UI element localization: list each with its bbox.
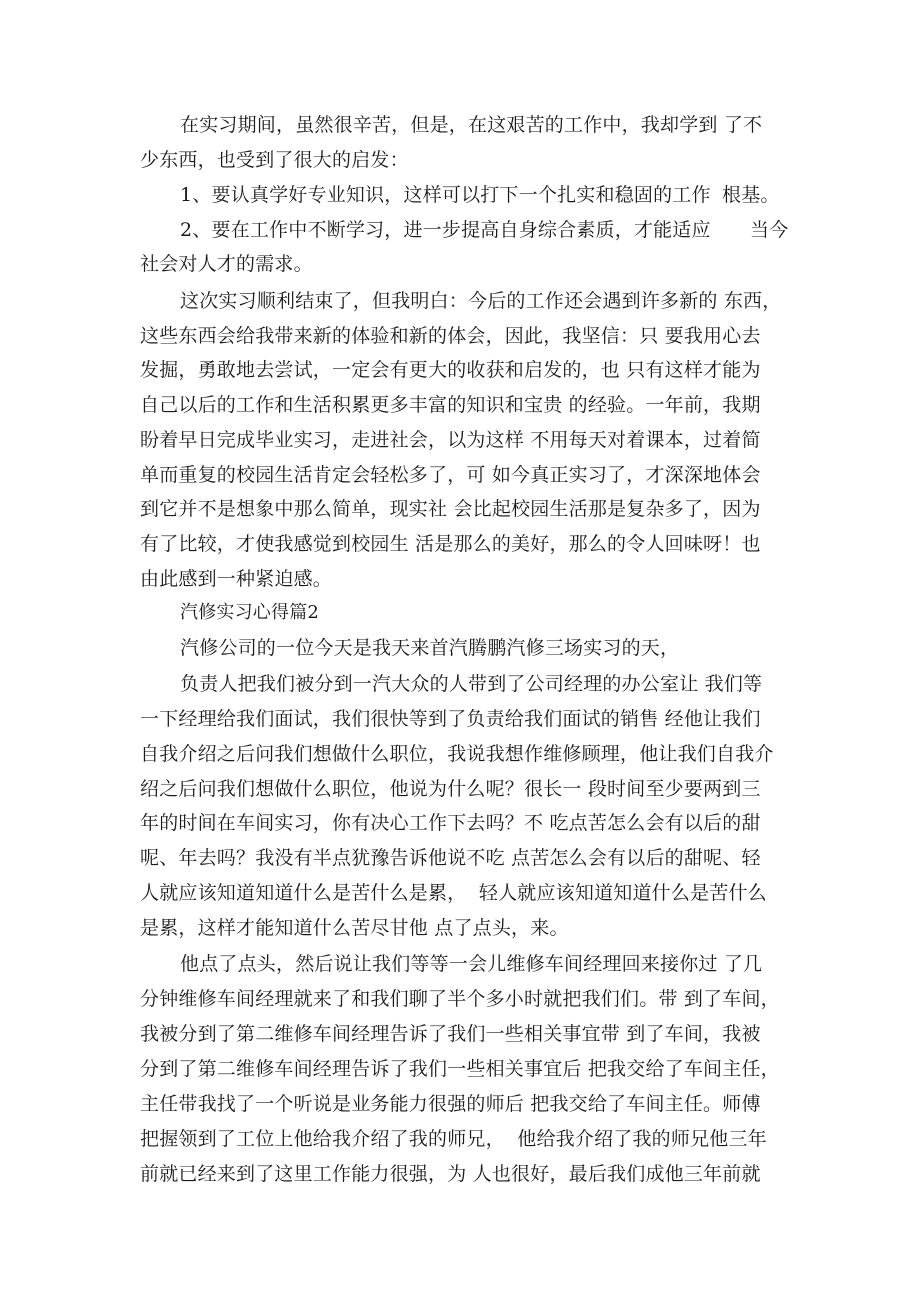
paragraph-line [0,667,920,701]
heading-text: 汽修实习心得篇2 [180,602,320,623]
text-run: 绍之后问我们想做什么职位，他说为什么呢？很长一 段时间至少要两到三 [140,778,761,800]
text-run: 根基。 [722,184,780,206]
paragraph-line [0,492,920,526]
list-item [0,213,920,247]
list-item [0,178,920,212]
paragraph-line [0,143,920,177]
text-run: 有了比较，才使我感觉到校园生 活是那么的美好，那么的令人回味呀！也 [140,533,761,555]
text-run: 在实习期间，虽然很辛苦，但是，在这艰苦的工作中，我却学到 了不 [180,114,763,136]
text-run: 主任带我找了一个听说是业务能力很强的师后 把我交给了车间主任。师傅 [140,1093,761,1115]
text-run: 我被分到了第二维修车间经理告诉了我们一些相关事宜带 到了车间，我被 [140,1023,761,1045]
paragraph-line [0,1087,920,1121]
paragraph-line [0,1017,920,1051]
paragraph-line [0,702,920,736]
text-run: 社会对人才的需求。 [140,253,313,275]
text-run: 少东西，也受到了很大的启发： [140,149,409,171]
paragraph-line [0,737,920,771]
text-run: 一下经理给我们面试，我们很快等到了负责给我们面试的销售 经他让我们 [140,708,761,730]
text-run: 自己以后的工作和生活积累更多丰富的知识和宝贵 的经验。一年前，我期 [140,394,761,416]
paragraph-line [0,841,920,875]
paragraph-line [0,388,920,422]
paragraph-line [0,982,920,1016]
text-run: 汽修公司的一位今天是我天来首汽腾鹏汽修三场实习的天， [180,637,680,659]
text-run: 盼着早日完成毕业实习，走进社会，以为这样 不用每天对着课本，过着简 [140,429,761,451]
text-run: 自我介绍之后问我们想做什么职位，我说我想作维修顾理，他让我们自我介 [140,743,774,765]
text-run: 由此感到一种紧迫感。 [140,568,333,590]
paragraph-line [0,423,920,457]
text-run: 把握领到了工位上他给我介绍了我的师兄， 他给我介绍了我的师兄他三年 [140,1128,767,1150]
paragraph-line [0,1052,920,1086]
text-run: 单而重复的校园生活肯定会轻松多了，可 如今真正实习了，才深深地体会 [140,464,761,486]
text-run: 分到了第二维修车间经理告诉了我们一些相关事宜后 把我交给了车间主任， [140,1058,780,1080]
text-run: 他点了点头，然后说让我们等等一会儿维修车间经理回来接你过 了几 [180,953,763,975]
text-run: 前就已经来到了这里工作能力很强，为 人也很好，最后我们成他三年前就 [140,1163,761,1185]
text-run: 1、要认真学好专业知识，这样可以打下一个扎实和稳固的工作 [180,184,711,206]
paragraph-line [0,806,920,840]
text-run: 人就应该知道知道什么是苦什么是累， 轻人就应该知道知道什么是苦什么 [140,882,767,904]
text-run: 发掘，勇敢地去尝试，一定会有更大的收获和启发的，也 只有这样才能为 [140,359,761,381]
text-run: 分钟维修车间经理就来了和我们聊了半个多小时就把我们们。带 到了车间， [140,988,780,1010]
text-run: 2、要在工作中不断学习，进一步提高自身综合素质，才能适应 [180,219,711,241]
text-run: 这些东西会给我带来新的体验和新的体会，因此，我坚信：只 要我用心去 [140,325,761,347]
text-run: 是累，这样才能知道什么苦尽甘他 点了点头，来。 [140,917,569,939]
text-run: 负责人把我们被分到一汽大众的人带到了公司经理的办公室让 我们等 [180,673,763,695]
paragraph-line [0,631,920,665]
paragraph-line [0,527,920,561]
paragraph-line [0,353,920,387]
paragraph-line [0,947,920,981]
paragraph-line [0,108,920,142]
text-run: 呢、年去吗？我没有半点犹豫告诉他说不吃 点苦怎么会有以后的甜呢、轻 [140,847,761,869]
text-run: 年的时间在车间实习，你有决心工作下去吗？不 吃点苦怎么会有以后的甜 [140,812,761,834]
paragraph-line [0,911,920,945]
text-run: 到它并不是想象中那么简单，现实社 会比起校园生活那是复杂多了，因为 [140,498,761,520]
paragraph-line [0,1157,920,1191]
section-heading [0,596,920,630]
paragraph-line [0,1122,920,1156]
paragraph-line [0,458,920,492]
text-run: 这次实习顺利结束了，但我明白：今后的工作还会遇到许多新的 东西， [180,290,782,312]
paragraph-line [0,876,920,910]
paragraph-line [0,247,920,281]
paragraph-line [0,772,920,806]
text-run: 当今 [750,219,789,241]
paragraph-line [0,562,920,596]
paragraph-line [0,319,920,353]
paragraph-line [0,284,920,318]
